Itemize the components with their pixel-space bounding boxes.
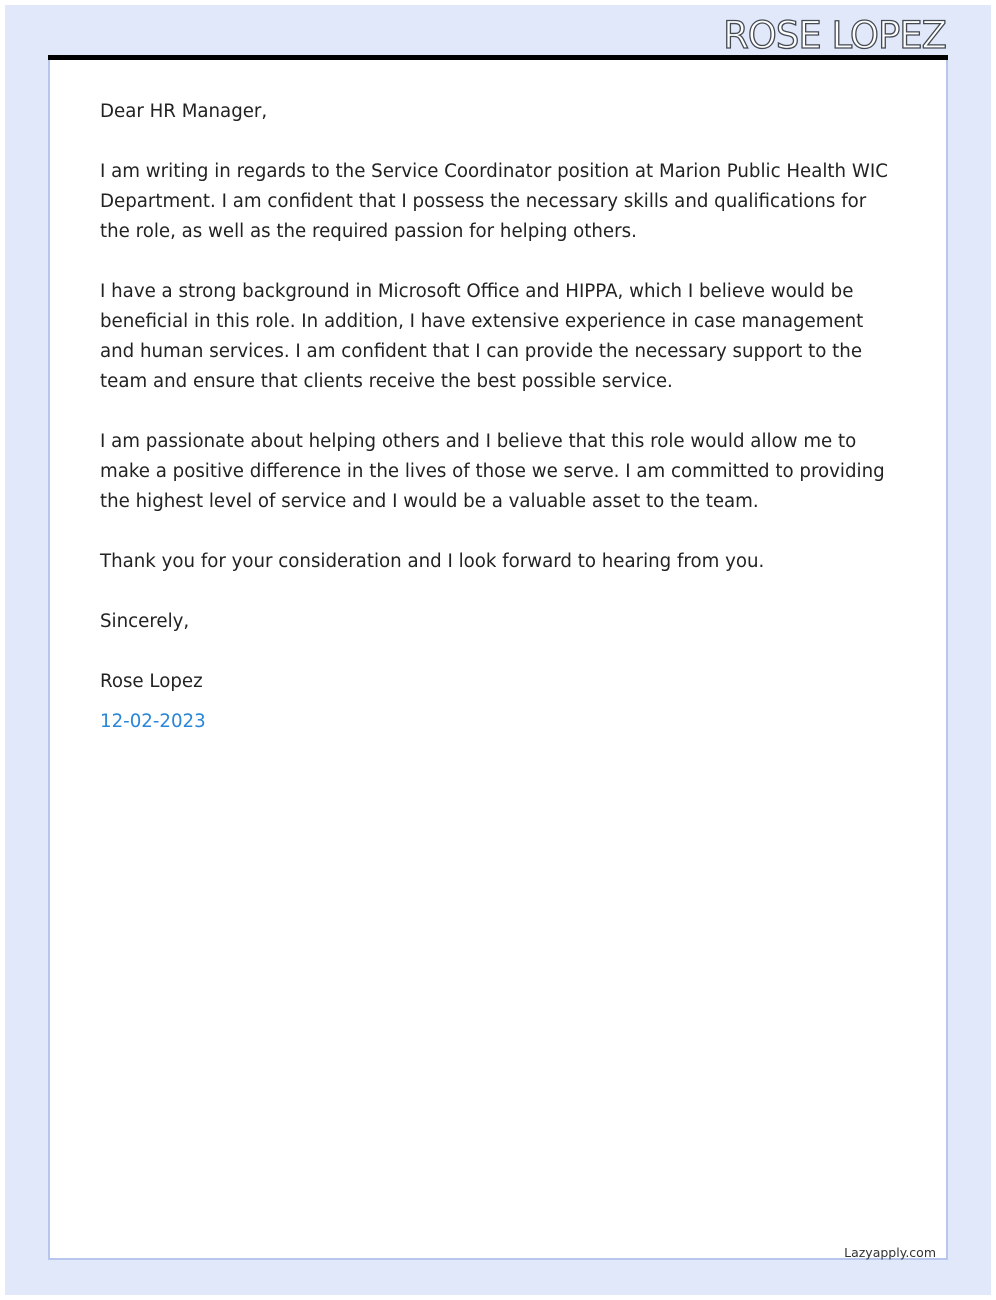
paragraph-passion: I am passionate about helping others and I believe that this role would allow me to make a positive difference in the lives of those we serve. I am committed to providing the highest level of service and I would be a valuable asset to the team. [100,431,885,512]
closing: Sincerely, [100,611,190,632]
applicant-name-heading: ROSE LOPEZ [723,14,946,57]
paragraph-thanks: Thank you for your consideration and I look forward to hearing from you. [100,551,765,572]
signer-name: Rose Lopez [100,671,203,692]
footer-brand-text: Lazyapply.com [844,1245,936,1260]
letter-body [100,97,900,737]
paragraph-background: I have a strong background in Microsoft Office and HIPPA, which I believe would be beneficial in this role. In addition, I have extensive experience in case management and human services. I am confident that I can provide the necessary support to the team and ensure that clients receive the best possible service. [100,281,864,392]
greeting: Dear HR Manager, [100,101,268,122]
letter-date: 12-02-2023 [100,711,206,732]
paragraph-intro: I am writing in regards to the Service Coordinator position at Marion Public Health WIC Department. I am confident that I possess the necessary skills and qualifications for the role, as well as the required passion for helping others. [100,161,888,242]
